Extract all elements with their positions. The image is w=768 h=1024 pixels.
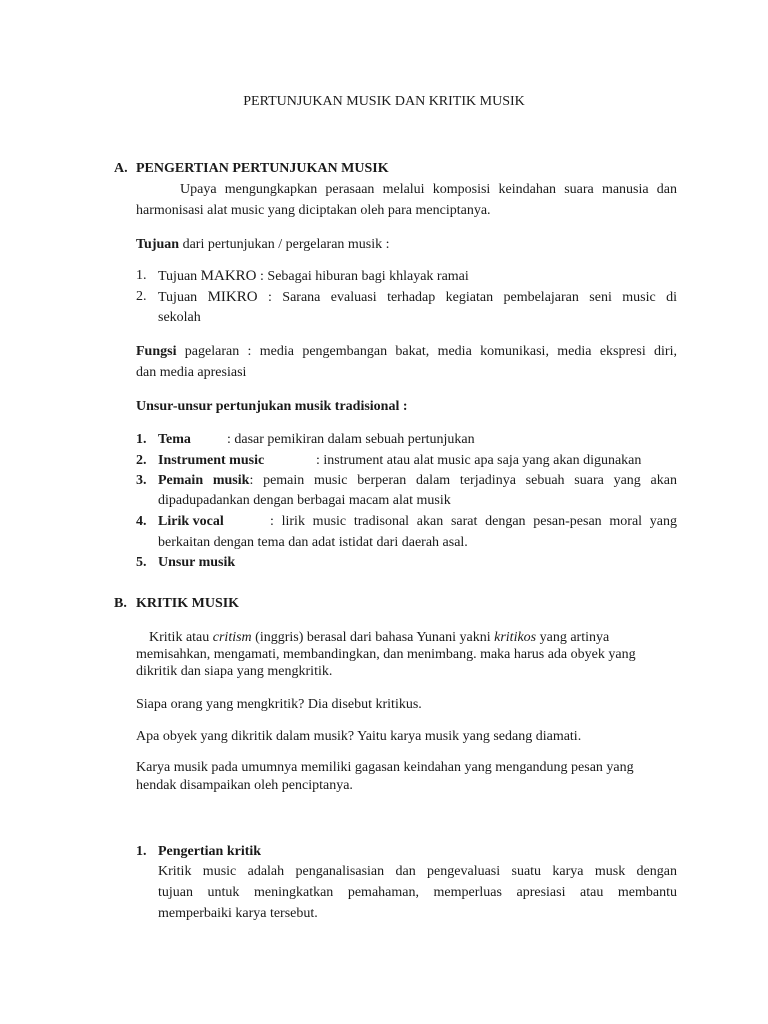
section-a-heading: PENGERTIAN PERTUNJUKAN MUSIK: [136, 161, 389, 176]
subsection-1-line1: Kritik music adalah penganalisasian dan pengevaluasi suatu karya musk dengan: [158, 864, 677, 879]
unsur-item-3-num: 3.: [136, 473, 147, 488]
fungsi-line2: dan media apresiasi: [136, 365, 247, 380]
unsur-item-1-key: Tema: [158, 432, 191, 447]
tujuan-item-2: [158, 287, 677, 308]
unsur-item-4-key: Lirik vocal: [158, 514, 224, 529]
tujuan-item-2-num: 2.: [136, 289, 147, 304]
tujuan-item-2-rest: : Sarana evaluasi terhadap kegiatan pembelajaran seni music di: [257, 290, 677, 305]
tujuan-line: [136, 235, 390, 255]
unsur-item-1-rest: : dasar pemikiran dalam sebuah pertunjukan: [227, 432, 475, 447]
unsur-item-2-rest: : instrument atau alat music apa saja yang akan digunakan: [316, 453, 642, 468]
kritik-para-4-line2: hendak disampaikan oleh penciptanya.: [136, 778, 353, 793]
kritik-para-line2: memisahkan, mengamati, membandingkan, dan menimbang. maka harus ada obyek yang: [136, 647, 636, 662]
unsur-item-3-key: Pemain musik: [158, 473, 250, 488]
fungsi-text: pagelaran : media pengembangan bakat, media komunikasi, media ekspresi diri,: [176, 344, 677, 359]
unsur-heading: Unsur-unsur pertunjukan musik tradisional :: [136, 399, 408, 414]
tujuan-item-2-prefix: Tujuan: [158, 290, 208, 305]
subsection-1-line3: memperbaiki karya tersebut.: [158, 906, 318, 921]
tujuan-text: dari pertunjukan / pergelaran musik :: [179, 237, 390, 252]
unsur-item-5-num: 5.: [136, 555, 147, 570]
kritik-para-3: Apa obyek yang dikritik dalam musik? Yaitu karya musik yang sedang diamati.: [136, 729, 582, 744]
kritik-text-c: yang artinya: [536, 630, 610, 645]
kritik-text-b: (inggris) berasal dari bahasa Yunani yakni: [251, 630, 495, 645]
kritik-para-2: Siapa orang yang mengkritik? Dia disebut kritikus.: [136, 697, 422, 712]
subsection-1-num: 1.: [136, 844, 147, 859]
kritik-text-a: Kritik atau: [149, 630, 213, 645]
section-b-heading: KRITIK MUSIK: [136, 596, 240, 611]
section-b-letter: B.: [114, 596, 127, 611]
kritik-term-critism: critism: [212, 630, 252, 645]
tujuan-item-1: [158, 266, 469, 287]
subsection-1-heading: Pengertian kritik: [158, 844, 262, 859]
document-title: PERTUNJUKAN MUSIK DAN KRITIK MUSIK: [243, 94, 525, 109]
unsur-item-1-num: 1.: [136, 432, 147, 447]
unsur-item-3-cont: dipadupadankan dengan berbagai macam alat musik: [158, 493, 451, 508]
tujuan-label: Tujuan: [136, 237, 180, 252]
section-a-para-line1: Upaya mengungkapkan perasaan melalui komposisi keindahan suara manusia dan: [180, 182, 677, 197]
kritik-para-line3: dikritik dan siapa yang mengkritik.: [136, 664, 333, 679]
unsur-item-2-key: Instrument music: [158, 453, 265, 468]
unsur-item-4-rest: : lirik music tradisonal akan sarat dengan pesan-pesan moral yang: [270, 514, 677, 529]
section-a-para-line2: harmonisasi alat music yang diciptakan oleh para menciptanya.: [136, 203, 491, 218]
tujuan-item-1-rest: : Sebagai hiburan bagi khlayak ramai: [256, 269, 469, 284]
fungsi-line1: [136, 342, 677, 362]
unsur-item-4-cont: berkaitan dengan tema dan adat istidat dari daerah asal.: [158, 535, 468, 550]
tujuan-item-2-cont: sekolah: [158, 310, 201, 325]
tujuan-item-2-key: MIKRO: [207, 289, 258, 305]
unsur-item-2-num: 2.: [136, 453, 147, 468]
unsur-item-3: [158, 471, 677, 491]
tujuan-item-1-key: MAKRO: [200, 268, 257, 284]
kritik-para-4-line1: Karya musik pada umumnya memiliki gagasan keindahan yang mengandung pesan yang: [136, 760, 634, 775]
unsur-item-5-key: Unsur musik: [158, 555, 236, 570]
fungsi-label: Fungsi: [136, 344, 177, 359]
unsur-item-3-rest: : pemain music berperan dalam terjadinya sebuah suara yang akan: [249, 473, 677, 488]
section-a-letter: A.: [114, 161, 128, 176]
tujuan-item-1-num: 1.: [136, 268, 147, 283]
tujuan-item-1-prefix: Tujuan: [158, 269, 201, 284]
kritik-term-kritikos: kritikos: [494, 630, 537, 645]
subsection-1-line2: tujuan untuk meningkatkan pemahaman, memperluas apresiasi atau membantu: [158, 885, 677, 900]
unsur-item-4-num: 4.: [136, 514, 147, 529]
